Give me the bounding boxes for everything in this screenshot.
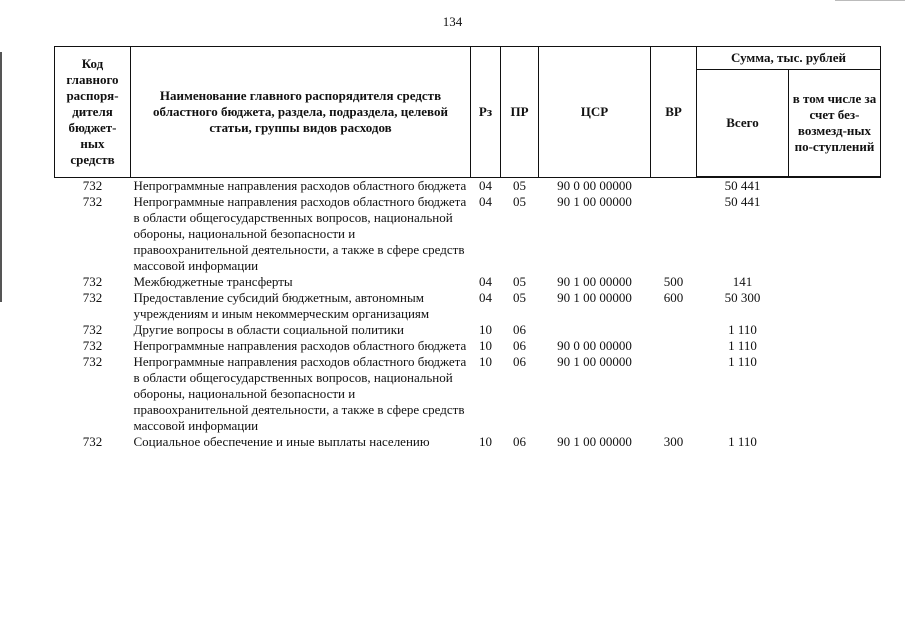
cell-total: 50 441 (724, 194, 761, 209)
cell-incl (789, 322, 881, 338)
cell-pr: 06 (513, 322, 526, 337)
cell-csr: 90 1 00 00000 (557, 194, 632, 209)
cell-total: 1 110 (728, 338, 757, 353)
cell-pr: 06 (513, 354, 526, 369)
header-csr: ЦСР (539, 47, 651, 178)
cell-incl (789, 177, 881, 194)
cell-code: 732 (82, 194, 103, 209)
cell-code: 732 (82, 354, 103, 369)
cell-pr: 05 (513, 290, 526, 305)
cell-rz: 04 (479, 274, 492, 289)
table-row (55, 274, 881, 290)
cell-pr: 05 (513, 177, 526, 193)
cell-incl (789, 338, 881, 354)
cell-vr (651, 338, 697, 354)
cell-name: Социальное обеспечение и иные выплаты населению (133, 434, 430, 449)
cell-vr (651, 322, 697, 338)
cell-incl (789, 434, 881, 450)
cell-pr: 05 (513, 194, 526, 209)
cell-incl (789, 194, 881, 274)
cell-rz: 04 (479, 194, 492, 209)
table-row (55, 354, 881, 434)
cell-code: 732 (82, 290, 103, 305)
cell-code: 732 (82, 177, 103, 193)
cell-csr: 90 0 00 00000 (557, 177, 632, 193)
cell-csr: 90 1 00 00000 (557, 290, 632, 305)
cell-rz: 10 (479, 338, 492, 353)
cell-name: Непрограммные направления расходов областного бюджета (133, 177, 467, 193)
cell-rz: 04 (479, 290, 492, 305)
budget-table (54, 46, 881, 450)
cell-code: 732 (82, 274, 103, 289)
header-total: Всего (697, 70, 789, 178)
header-pr: ПР (501, 47, 539, 178)
cell-rz: 10 (479, 354, 492, 369)
cell-vr (651, 177, 697, 194)
cell-name: Непрограммные направления расходов областного бюджета (133, 338, 467, 353)
header-incl: в том числе за счет без-возмезд-ных по-ступлений (789, 70, 881, 178)
cell-name: Межбюджетные трансферты (133, 274, 293, 289)
table-row (55, 290, 881, 322)
cell-total: 1 110 (728, 354, 757, 369)
cell-incl (789, 274, 881, 290)
scan-edge-mark-top (835, 0, 905, 1)
header-sum: Сумма, тыс. рублей (697, 47, 881, 70)
cell-csr: 90 1 00 00000 (557, 434, 632, 449)
table-header (55, 47, 881, 178)
cell-pr: 06 (513, 434, 526, 449)
header-code: Код главного распоря-дителя бюджет-ных средств (55, 47, 131, 178)
header-vr: ВР (651, 47, 697, 178)
cell-total: 50 300 (724, 290, 761, 305)
cell-vr (651, 354, 697, 434)
cell-code: 732 (82, 322, 103, 337)
cell-pr: 06 (513, 338, 526, 353)
cell-incl (789, 290, 881, 322)
cell-vr: 300 (663, 434, 684, 449)
cell-code: 732 (82, 434, 103, 449)
cell-rz: 04 (479, 177, 492, 193)
table-row (55, 177, 881, 194)
cell-name: Другие вопросы в области социальной политики (133, 322, 404, 337)
cell-name: Непрограммные направления расходов областного бюджета в области общегосударственных вопросов, национальной обороны, национальной безопасности и правоохранительной деятельности, а также в сфере средств массовой информации (133, 354, 467, 433)
cell-csr: 90 0 00 00000 (557, 338, 632, 353)
cell-csr: 90 1 00 00000 (557, 274, 632, 289)
table-row (55, 322, 881, 338)
page-number: 134 (442, 14, 463, 29)
cell-incl (789, 354, 881, 434)
table-row (55, 434, 881, 450)
table-row (55, 338, 881, 354)
scan-edge-mark (0, 52, 2, 302)
cell-vr: 500 (663, 274, 684, 289)
cell-code: 732 (82, 338, 103, 353)
table-row (55, 194, 881, 274)
cell-csr: 90 1 00 00000 (557, 354, 632, 369)
cell-csr (539, 322, 651, 338)
cell-rz: 10 (479, 322, 492, 337)
cell-name: Непрограммные направления расходов областного бюджета в области общегосударственных вопросов, национальной обороны, национальной безопасности и правоохранительной деятельности, а также в сфере средств массовой информации (133, 194, 467, 273)
header-rz: Рз (471, 47, 501, 178)
header-name: Наименование главного распорядителя средств областного бюджета, раздела, подраздела, целевой статьи, группы видов расходов (131, 47, 471, 178)
cell-rz: 10 (479, 434, 492, 449)
cell-total: 1 110 (728, 434, 757, 449)
cell-total: 141 (732, 274, 753, 289)
cell-total: 50 441 (724, 178, 761, 193)
cell-name: Предоставление субсидий бюджетным, автономным учреждениям и иным некоммерческим организациям (133, 290, 430, 321)
cell-pr: 05 (513, 274, 526, 289)
cell-vr: 600 (663, 290, 684, 305)
cell-total: 1 110 (728, 322, 757, 337)
cell-vr (651, 194, 697, 274)
table-body (55, 177, 881, 450)
